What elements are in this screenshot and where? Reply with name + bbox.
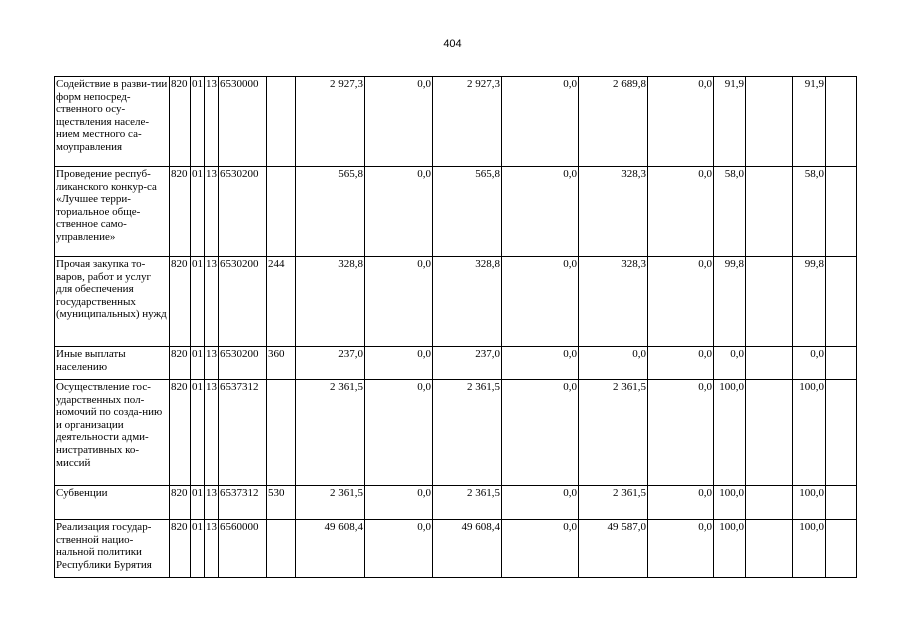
plan-total: 2 927,3 xyxy=(296,77,365,167)
expense-type-code: 244 xyxy=(267,257,296,347)
pct-total: 91,9 xyxy=(714,77,746,167)
pct-republic: 99,8 xyxy=(793,257,826,347)
section-code: 01 xyxy=(191,167,205,257)
ministry-code: 820 xyxy=(170,77,191,167)
subsection-code: 13 xyxy=(205,167,219,257)
pct-federal xyxy=(746,486,793,520)
exec-federal-a: 0,0 xyxy=(502,167,579,257)
target-article-code: 6530200 xyxy=(219,347,267,380)
row-name: Прочая закупка то-варов, работ и услуг для обеспечения государственных (муниципальных) нужд xyxy=(55,257,170,347)
table-row xyxy=(55,347,857,380)
ministry-code: 820 xyxy=(170,486,191,520)
pct-republic: 0,0 xyxy=(793,347,826,380)
row-name: Иные выплаты населению xyxy=(55,347,170,380)
pct-total: 100,0 xyxy=(714,380,746,486)
target-article-code: 6530200 xyxy=(219,167,267,257)
exec-federal-b: 0,0 xyxy=(648,77,714,167)
expense-type-code xyxy=(267,380,296,486)
plan-republic: 2 361,5 xyxy=(433,486,502,520)
plan-republic: 565,8 xyxy=(433,167,502,257)
target-article-code: 6530000 xyxy=(219,77,267,167)
exec-federal-b: 0,0 xyxy=(648,167,714,257)
budget-table xyxy=(54,76,857,578)
empty-cell xyxy=(826,257,857,347)
plan-republic: 328,8 xyxy=(433,257,502,347)
exec-federal-b: 0,0 xyxy=(648,257,714,347)
table-row xyxy=(55,77,857,167)
target-article-code: 6537312 xyxy=(219,380,267,486)
plan-total: 565,8 xyxy=(296,167,365,257)
pct-republic: 100,0 xyxy=(793,486,826,520)
plan-total: 328,8 xyxy=(296,257,365,347)
plan-federal: 0,0 xyxy=(365,257,433,347)
row-name: Осуществление гос-ударственных пол-номочий по созда-нию и организации деятельности адми-нистративных ко-миссий xyxy=(55,380,170,486)
exec-federal-a: 0,0 xyxy=(502,380,579,486)
pct-federal xyxy=(746,380,793,486)
exec-federal-b: 0,0 xyxy=(648,520,714,578)
target-article-code: 6530200 xyxy=(219,257,267,347)
exec-total: 2 689,8 xyxy=(579,77,648,167)
exec-federal-a: 0,0 xyxy=(502,520,579,578)
expense-type-code xyxy=(267,77,296,167)
table-row xyxy=(55,380,857,486)
exec-federal-b: 0,0 xyxy=(648,486,714,520)
plan-total: 49 608,4 xyxy=(296,520,365,578)
pct-total: 100,0 xyxy=(714,486,746,520)
ministry-code: 820 xyxy=(170,380,191,486)
plan-federal: 0,0 xyxy=(365,486,433,520)
ministry-code: 820 xyxy=(170,520,191,578)
plan-republic: 49 608,4 xyxy=(433,520,502,578)
exec-federal-a: 0,0 xyxy=(502,347,579,380)
plan-federal: 0,0 xyxy=(365,380,433,486)
row-name: Проведение респуб-ликанского конкур-са «Лучшее терри-ториальное обще-ственное само-управление» xyxy=(55,167,170,257)
subsection-code: 13 xyxy=(205,520,219,578)
pct-federal xyxy=(746,520,793,578)
pct-federal xyxy=(746,167,793,257)
plan-total: 237,0 xyxy=(296,347,365,380)
exec-total: 2 361,5 xyxy=(579,486,648,520)
section-code: 01 xyxy=(191,520,205,578)
plan-republic: 2 927,3 xyxy=(433,77,502,167)
pct-total: 100,0 xyxy=(714,520,746,578)
plan-federal: 0,0 xyxy=(365,520,433,578)
exec-federal-a: 0,0 xyxy=(502,257,579,347)
plan-federal: 0,0 xyxy=(365,77,433,167)
expense-type-code xyxy=(267,520,296,578)
exec-total: 328,3 xyxy=(579,167,648,257)
plan-total: 2 361,5 xyxy=(296,486,365,520)
expense-type-code: 530 xyxy=(267,486,296,520)
exec-total: 0,0 xyxy=(579,347,648,380)
row-name: Субвенции xyxy=(55,486,170,520)
table-row xyxy=(55,486,857,520)
section-code: 01 xyxy=(191,347,205,380)
page-number: 404 xyxy=(443,38,462,50)
subsection-code: 13 xyxy=(205,77,219,167)
row-name: Реализация государ-ственной нацио-нальной политики Республики Бурятия xyxy=(55,520,170,578)
budget-table-body xyxy=(55,77,857,578)
table-row xyxy=(55,167,857,257)
plan-federal: 0,0 xyxy=(365,167,433,257)
subsection-code: 13 xyxy=(205,380,219,486)
empty-cell xyxy=(826,520,857,578)
section-code: 01 xyxy=(191,380,205,486)
table-row xyxy=(55,520,857,578)
plan-republic: 237,0 xyxy=(433,347,502,380)
pct-total: 0,0 xyxy=(714,347,746,380)
ministry-code: 820 xyxy=(170,167,191,257)
pct-federal xyxy=(746,347,793,380)
empty-cell xyxy=(826,347,857,380)
expense-type-code: 360 xyxy=(267,347,296,380)
pct-federal xyxy=(746,257,793,347)
target-article-code: 6537312 xyxy=(219,486,267,520)
pct-republic: 58,0 xyxy=(793,167,826,257)
section-code: 01 xyxy=(191,486,205,520)
pct-republic: 91,9 xyxy=(793,77,826,167)
target-article-code: 6560000 xyxy=(219,520,267,578)
subsection-code: 13 xyxy=(205,486,219,520)
empty-cell xyxy=(826,77,857,167)
subsection-code: 13 xyxy=(205,347,219,380)
expense-type-code xyxy=(267,167,296,257)
exec-federal-a: 0,0 xyxy=(502,77,579,167)
subsection-code: 13 xyxy=(205,257,219,347)
section-code: 01 xyxy=(191,77,205,167)
plan-total: 2 361,5 xyxy=(296,380,365,486)
exec-federal-b: 0,0 xyxy=(648,347,714,380)
empty-cell xyxy=(826,486,857,520)
plan-federal: 0,0 xyxy=(365,347,433,380)
exec-federal-b: 0,0 xyxy=(648,380,714,486)
table-row xyxy=(55,257,857,347)
row-name: Содействие в разви-тии форм непосред-ственного осу-ществления населе-нием местного са-моуправления xyxy=(55,77,170,167)
pct-republic: 100,0 xyxy=(793,380,826,486)
pct-total: 58,0 xyxy=(714,167,746,257)
empty-cell xyxy=(826,167,857,257)
empty-cell xyxy=(826,380,857,486)
ministry-code: 820 xyxy=(170,347,191,380)
pct-republic: 100,0 xyxy=(793,520,826,578)
ministry-code: 820 xyxy=(170,257,191,347)
exec-total: 328,3 xyxy=(579,257,648,347)
plan-republic: 2 361,5 xyxy=(433,380,502,486)
exec-total: 49 587,0 xyxy=(579,520,648,578)
pct-total: 99,8 xyxy=(714,257,746,347)
exec-total: 2 361,5 xyxy=(579,380,648,486)
exec-federal-a: 0,0 xyxy=(502,486,579,520)
pct-federal xyxy=(746,77,793,167)
section-code: 01 xyxy=(191,257,205,347)
